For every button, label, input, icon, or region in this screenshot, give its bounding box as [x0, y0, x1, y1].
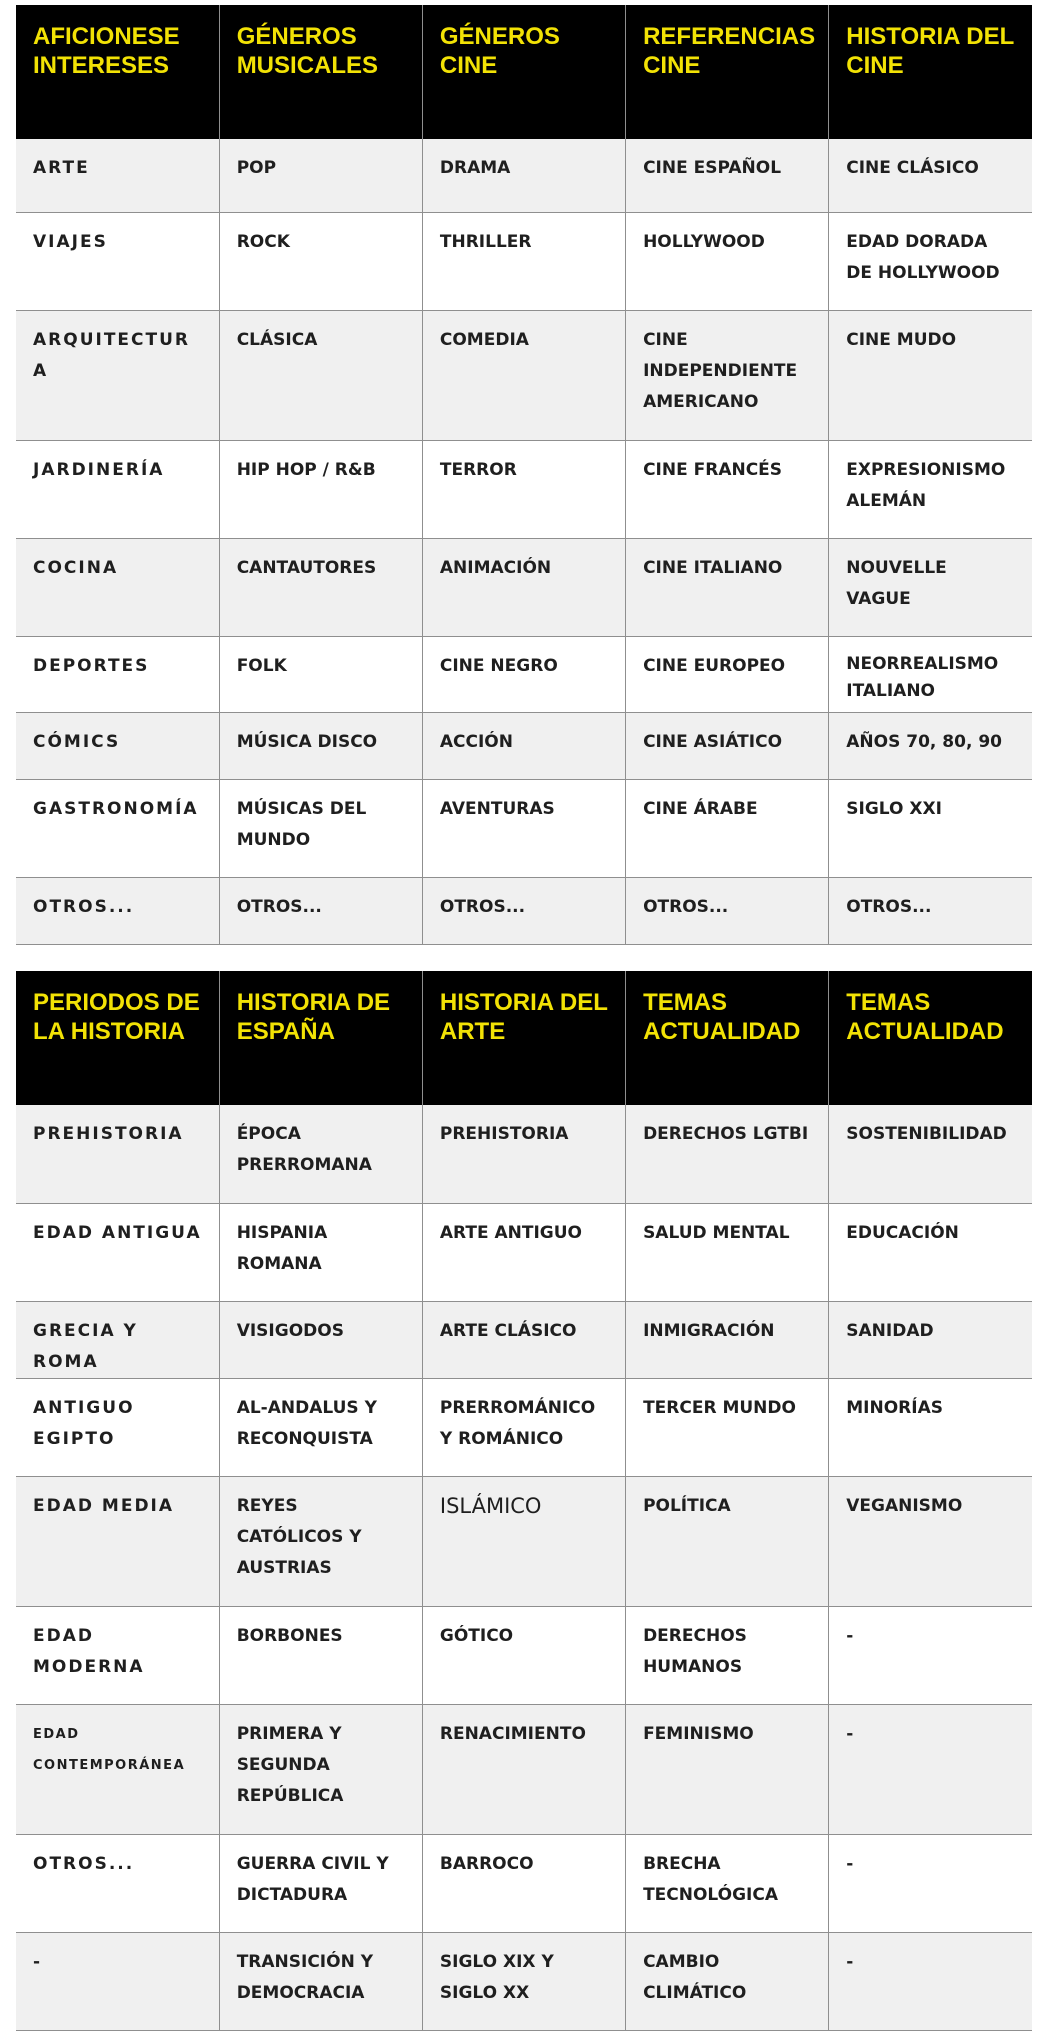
- table-cell: GRECIA Y ROMA: [16, 1301, 219, 1378]
- table-cell: CINE MUDO: [829, 310, 1032, 440]
- table-cell: CÓMICS: [16, 712, 219, 779]
- table-cell: NEORREALISMO ITALIANO: [829, 636, 1032, 712]
- table-cell: SIGLO XIX Y SIGLO XX: [422, 1932, 625, 2030]
- header-cell: TEMAS ACTUALIDAD: [626, 971, 829, 1105]
- table-cell: CINE CLÁSICO: [829, 139, 1032, 212]
- table-cell: ANTIGUO EGIPTO: [16, 1378, 219, 1476]
- table-row: [16, 1105, 1032, 1203]
- table-cell: OTROS...: [422, 877, 625, 944]
- table-cell: ARTE CLÁSICO: [422, 1301, 625, 1378]
- table-cell: AL-ANDALUS Y RECONQUISTA: [219, 1378, 422, 1476]
- table-cell: THRILLER: [422, 212, 625, 310]
- table-cell: PRIMERA Y SEGUNDA REPÚBLICA: [219, 1704, 422, 1834]
- table-cell: BORBONES: [219, 1606, 422, 1704]
- table-cell: ARTE ANTIGUO: [422, 1203, 625, 1301]
- table-row: [16, 636, 1032, 712]
- table-cell: EDAD ANTIGUA: [16, 1203, 219, 1301]
- table-cell: POLÍTICA: [626, 1476, 829, 1606]
- table-cell: EDUCACIÓN: [829, 1203, 1032, 1301]
- table-cell: MINORÍAS: [829, 1378, 1032, 1476]
- table-cell: COCINA: [16, 538, 219, 636]
- header-row: [16, 971, 1032, 1105]
- table-cell: ÉPOCA PRERROMANA: [219, 1105, 422, 1203]
- table-cell: CANTAUTORES: [219, 538, 422, 636]
- table-cell: TERCER MUNDO: [626, 1378, 829, 1476]
- table-cell: ACCIÓN: [422, 712, 625, 779]
- table-row: [16, 712, 1032, 779]
- table-cell: ARQUITECTURA: [16, 310, 219, 440]
- table-cell: GÓTICO: [422, 1606, 625, 1704]
- table-cell: CINE ASIÁTICO: [626, 712, 829, 779]
- table-cell: DRAMA: [422, 139, 625, 212]
- table-cell: OTROS...: [16, 1834, 219, 1932]
- table-row: [16, 1378, 1032, 1476]
- table-row: [16, 538, 1032, 636]
- header-cell: HISTORIA DEL CINE: [829, 5, 1032, 139]
- table-cell: OTROS...: [219, 877, 422, 944]
- table-row: [16, 1606, 1032, 1704]
- table-cell: MÚSICA DISCO: [219, 712, 422, 779]
- table-cell: DEPORTES: [16, 636, 219, 712]
- table-cell: OTROS...: [829, 877, 1032, 944]
- table-cell: CINE FRANCÉS: [626, 440, 829, 538]
- header-cell: HISTORIA DEL ARTE: [422, 971, 625, 1105]
- table-cell: DERECHOS HUMANOS: [626, 1606, 829, 1704]
- table-row: [16, 1704, 1032, 1834]
- table-cell: ARTE: [16, 139, 219, 212]
- table-cell: GUERRA CIVIL Y DICTADURA: [219, 1834, 422, 1932]
- table-row: [16, 1301, 1032, 1378]
- table-cell: -: [16, 1932, 219, 2030]
- table-cell: SOSTENIBILIDAD: [829, 1105, 1032, 1203]
- table-cell: CLÁSICA: [219, 310, 422, 440]
- table-cell: POP: [219, 139, 422, 212]
- table-cell: EDAD MODERNA: [16, 1606, 219, 1704]
- table-cell: VISIGODOS: [219, 1301, 422, 1378]
- table-row: [16, 1476, 1032, 1606]
- table-cell: CINE ÁRABE: [626, 779, 829, 877]
- table-cell: VIAJES: [16, 212, 219, 310]
- header-cell: GÉNEROS MUSICALES: [219, 5, 422, 139]
- table-cell: MÚSICAS DEL MUNDO: [219, 779, 422, 877]
- table-cell: GASTRONOMÍA: [16, 779, 219, 877]
- table-cell: VEGANISMO: [829, 1476, 1032, 1606]
- table-cell: SANIDAD: [829, 1301, 1032, 1378]
- table-cell: OTROS...: [16, 877, 219, 944]
- table-cell: HISPANIA ROMANA: [219, 1203, 422, 1301]
- table-cell: COMEDIA: [422, 310, 625, 440]
- header-cell: TEMAS ACTUALIDAD: [829, 971, 1032, 1105]
- table-row: [16, 1834, 1032, 1932]
- table-cell: ISLÁMICO: [422, 1476, 625, 1606]
- table-cell: -: [829, 1704, 1032, 1834]
- table-cell: HIP HOP / R&B: [219, 440, 422, 538]
- table-cell: -: [829, 1932, 1032, 2030]
- table-cell: EDAD CONTEMPORÁNEA: [16, 1704, 219, 1834]
- table-cell: AVENTURAS: [422, 779, 625, 877]
- table-cell: EXPRESIONISMO ALEMÁN: [829, 440, 1032, 538]
- table-cell: BRECHA TECNOLÓGICA: [626, 1834, 829, 1932]
- table-row: [16, 310, 1032, 440]
- table-row: [16, 779, 1032, 877]
- table-cell: -: [829, 1606, 1032, 1704]
- table-cell: CINE INDEPENDIENTE AMERICANO: [626, 310, 829, 440]
- table-cell: CINE EUROPEO: [626, 636, 829, 712]
- header-cell: AFICIONESE INTERESES: [16, 5, 219, 139]
- table-cell: BARROCO: [422, 1834, 625, 1932]
- table-cell: CINE ESPAÑOL: [626, 139, 829, 212]
- table-cell: PRERROMÁNICO Y ROMÁNICO: [422, 1378, 625, 1476]
- header-cell: REFERENCIAS CINE: [626, 5, 829, 139]
- table-row: [16, 877, 1032, 944]
- table-cell: NOUVELLE VAGUE: [829, 538, 1032, 636]
- table-row: [16, 139, 1032, 212]
- table-cell: ROCK: [219, 212, 422, 310]
- table-cell: CAMBIO CLIMÁTICO: [626, 1932, 829, 2030]
- history-topics-table: [16, 971, 1032, 2031]
- table-cell: -: [829, 1834, 1032, 1932]
- table-cell: EDAD DORADA DE HOLLYWOOD: [829, 212, 1032, 310]
- table-cell: SIGLO XXI: [829, 779, 1032, 877]
- table-cell: JARDINERÍA: [16, 440, 219, 538]
- header-cell: PERIODOS DE LA HISTORIA: [16, 971, 219, 1105]
- table-row: [16, 1932, 1032, 2030]
- table-cell: PREHISTORIA: [16, 1105, 219, 1203]
- header-cell: HISTORIA DE ESPAÑA: [219, 971, 422, 1105]
- interests-table: [16, 5, 1032, 945]
- table-cell: TERROR: [422, 440, 625, 538]
- table-cell: SALUD MENTAL: [626, 1203, 829, 1301]
- table-row: [16, 1203, 1032, 1301]
- table-cell: TRANSICIÓN Y DEMOCRACIA: [219, 1932, 422, 2030]
- header-row: [16, 5, 1032, 139]
- table-cell: CINE NEGRO: [422, 636, 625, 712]
- table-cell: PREHISTORIA: [422, 1105, 625, 1203]
- header-cell: GÉNEROS CINE: [422, 5, 625, 139]
- table-row: [16, 440, 1032, 538]
- table-cell: FEMINISMO: [626, 1704, 829, 1834]
- table-cell: ANIMACIÓN: [422, 538, 625, 636]
- table-cell: AÑOS 70, 80, 90: [829, 712, 1032, 779]
- table-cell: RENACIMIENTO: [422, 1704, 625, 1834]
- table-cell: HOLLYWOOD: [626, 212, 829, 310]
- table-cell: INMIGRACIÓN: [626, 1301, 829, 1378]
- table-row: [16, 212, 1032, 310]
- table-cell: DERECHOS LGTBI: [626, 1105, 829, 1203]
- table-cell: REYES CATÓLICOS Y AUSTRIAS: [219, 1476, 422, 1606]
- table-cell: FOLK: [219, 636, 422, 712]
- table-cell: CINE ITALIANO: [626, 538, 829, 636]
- table-cell: EDAD MEDIA: [16, 1476, 219, 1606]
- table-cell: OTROS...: [626, 877, 829, 944]
